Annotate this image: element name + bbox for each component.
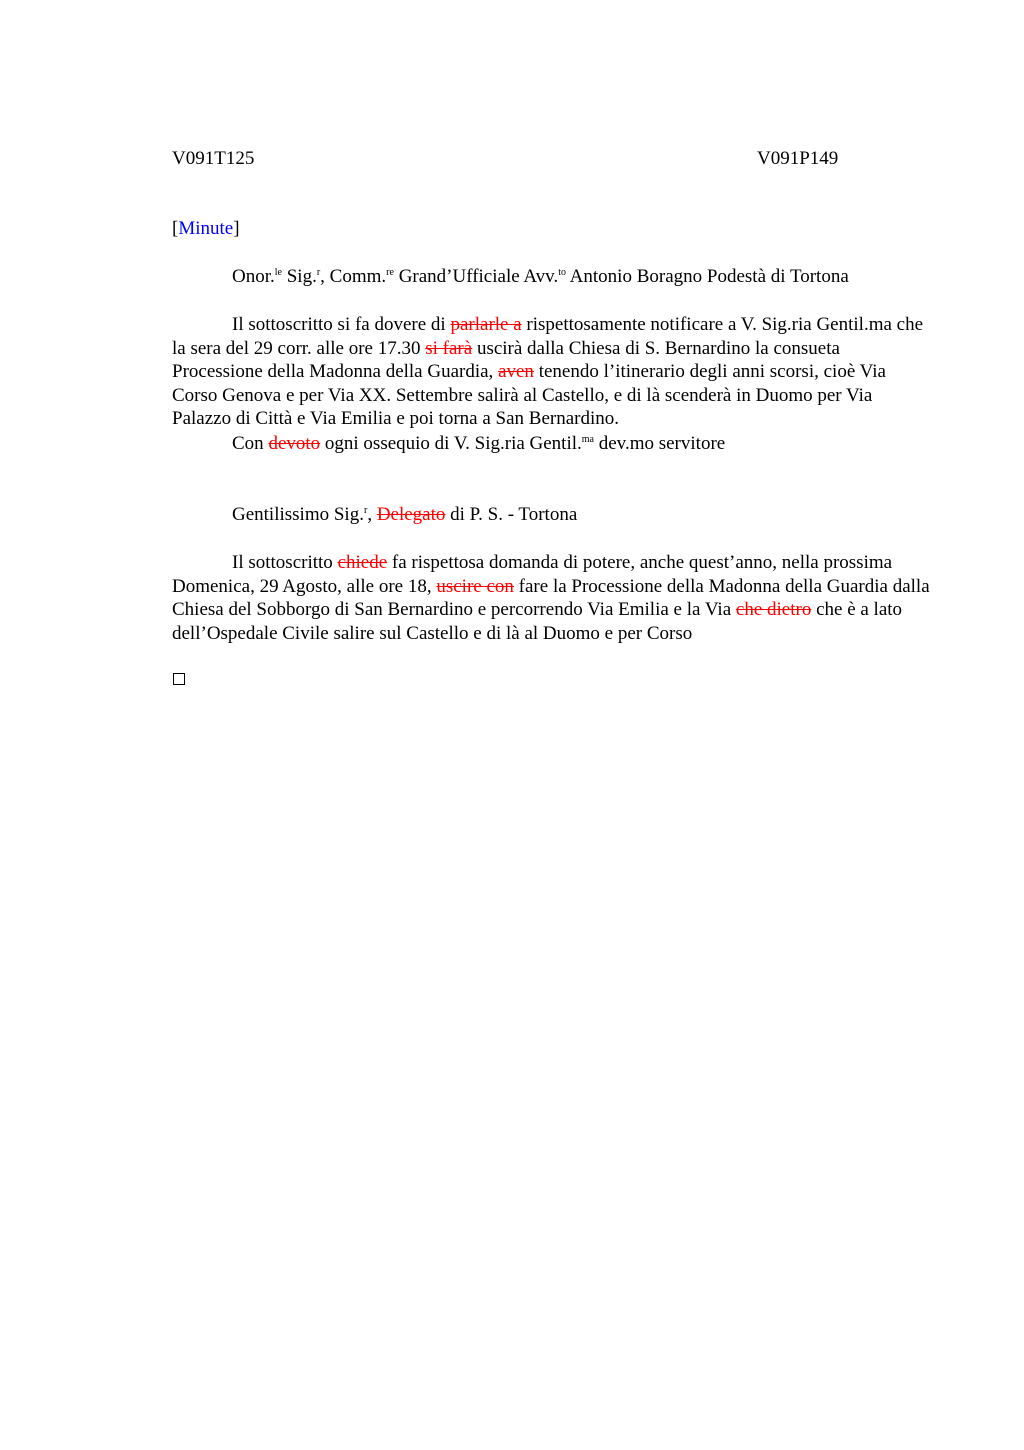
salutation-text: Antonio Boragno Podestà di Tortona [565,266,849,287]
deleted-text: Delegato [376,504,446,525]
section-label [172,217,932,241]
body-text: fare la Processione della Madonna della Guardia dalla Chiesa del Sobborgo di San Bernardino e percorrendo Via Emilia e la Via [172,575,930,620]
superscript: to [558,267,566,278]
superscript: ma [581,434,594,445]
document-id-right: V091P149 [757,148,839,169]
letter1-body [172,313,932,431]
closing-text: dev.mo servitore [594,433,726,454]
bracket-open: [ [172,218,179,239]
letter1-closing [172,432,932,456]
deleted-text: che dietro [735,599,812,620]
superscript: le [274,267,282,278]
deleted-text: parlarle a [450,314,522,335]
closing-text: ogni ossequio di V. Sig.ria Gentil. [320,433,582,454]
bracket-close: ] [233,218,240,239]
letter2-salutation [172,503,932,527]
letter2-body [172,551,932,645]
body-text: tenendo l’itinerario degli anni scorsi, cioè Via Corso Genova e per Via XX. Settembre salirà al Castello, e di là scenderà in Duomo per Via Palazzo di Città e Via Emilia e poi torna a San Bernardino. [172,361,886,429]
section-label-text: Minute [178,218,234,239]
salutation-text: Grand’Ufficiale Avv. [393,266,559,287]
body-text: che è a lato dell’Ospedale Civile salire sul Castello e di là al Duomo e per Corso [172,599,903,644]
superscript: r [316,267,321,278]
body-text: uscirà dalla Chiesa di S. Bernardino la consueta Processione della Madonna della Guardia, [172,337,840,382]
superscript: r [363,505,368,516]
closing-text: Con [232,433,269,454]
body-text: rispettosamente notificare a V. Sig.ria Gentil.ma che la sera del 29 corr. alle ore 17.30 [172,314,924,359]
body-text: Il sottoscritto [232,552,338,573]
salutation-text: , Comm. [320,266,387,287]
deleted-text: chiede [337,552,388,573]
deleted-text: uscire con [436,575,514,597]
superscript: re [386,267,394,278]
body-text: Il sottoscritto si fa dovere di [232,314,451,335]
salutation-text: , [367,504,377,525]
checkbox-icon [173,673,185,685]
salutation-text: Gentilissimo Sig. [232,504,364,525]
deleted-text: si farà [425,337,473,359]
salutation-text: Onor. [232,266,275,287]
body-text: fa rispettosa domanda di potere, anche quest’anno, nella prossima Domenica, 29 Agosto, alle ore 18, [172,552,893,597]
deleted-text: aven [498,361,534,382]
document-id-left: V091T125 [172,148,255,169]
salutation-text: di P. S. - Tortona [445,504,578,525]
deleted-text: devoto [268,433,321,454]
letter1-salutation [172,265,932,289]
salutation-text: Sig. [281,266,317,287]
